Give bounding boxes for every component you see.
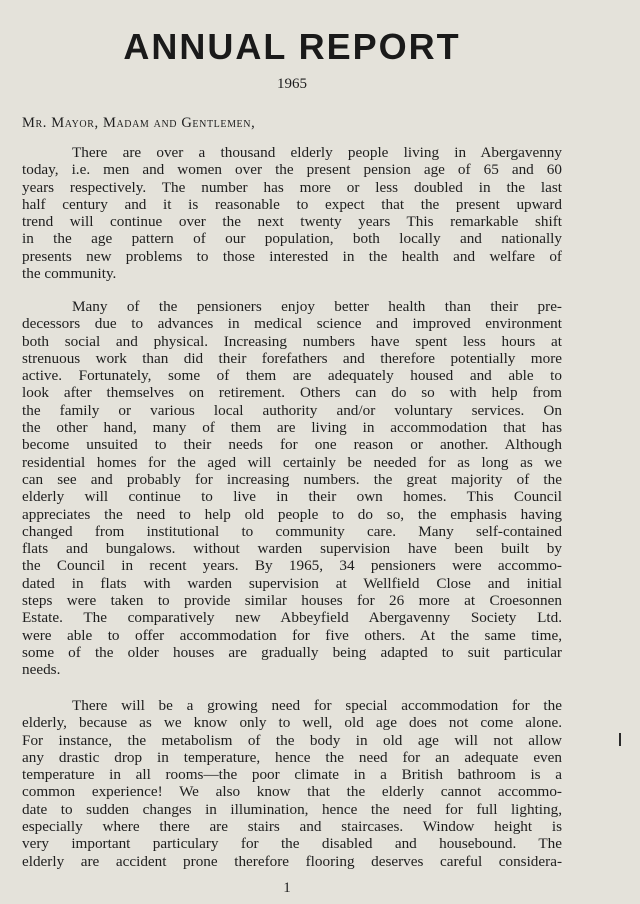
report-year: 1965 (277, 76, 307, 92)
text-line: elderly are accident prone therefore flooring deserves careful considera- (22, 852, 562, 870)
salutation: Mr. Mayor, Madam and Gentlemen, (22, 115, 256, 131)
text-line: today, i.e. men and women over the present pension age of 65 and 60 (22, 161, 562, 179)
text-line: the community. (22, 265, 117, 283)
text-line: date to sudden changes in illumination, hence the need for full lighting, (22, 800, 562, 818)
text-line: very important particulary for the disabled and housebound. The (22, 835, 562, 853)
text-line: dated in flats with warden supervision at Wellfield Close and initial (22, 574, 562, 592)
text-line: any drastic drop in temperature, hence the need for an adequate even (22, 748, 562, 766)
text-line: were able to offer accommodation for five others. At the same time, (22, 626, 562, 644)
text-line: the other hand, many of them are living in accommodation that has (22, 419, 562, 437)
text-line: changed from institutional to community care. Many self-contained (22, 522, 562, 540)
text-line: decessors due to advances in medical science and improved environment (22, 315, 562, 333)
paragraph-1 (22, 144, 562, 282)
text-line: strenuous work than did their forefathers and therefore potentially more (22, 349, 562, 367)
text-line: elderly will continue to live in their own homes. This Council (22, 488, 562, 506)
page-number: 1 (283, 880, 291, 896)
text-line: presents new problems to those interested in the health and welfare of (22, 247, 562, 265)
margin-mark (619, 733, 621, 746)
text-line: Many of the pensioners enjoy better health than their pre- (72, 298, 562, 315)
text-line: can see and probably for increasing numbers. the great majority of the (22, 470, 562, 488)
text-line: half century and it is reasonable to expect that the present upward (22, 195, 562, 213)
text-line: trend will continue over the next twenty years This remarkable shift (22, 213, 562, 231)
text-line: some of the older houses are gradually being adapted to suit particular (22, 643, 562, 661)
text-line: years respectively. The number has more or less doubled in the last (22, 178, 562, 196)
text-line: especially where there are stairs and staircases. Window height is (22, 818, 562, 836)
text-line: common experience! We also know that the elderly cannot accommo- (22, 783, 562, 801)
text-line: in the age pattern of our population, both locally and nationally (22, 230, 562, 248)
text-line: There are over a thousand elderly people living in Abergavenny (72, 144, 562, 161)
text-line: the family or various local authority and/or voluntary services. On (22, 401, 562, 419)
text-line: residential homes for the aged will certainly be needed for as long as we (22, 453, 562, 471)
text-line: look after themselves on retirement. Others can do so with help from (22, 384, 562, 402)
text-line: both social and physical. Increasing numbers have spent less hours at (22, 332, 562, 350)
report-title: ANNUAL REPORT (123, 26, 461, 67)
text-line: flats and bungalows. without warden supervision have been built by (22, 540, 562, 558)
text-line: appreciates the need to help old people to do so, the emphasis having (22, 505, 562, 523)
text-line: For instance, the metabolism of the body in old age will not allow (22, 731, 562, 749)
text-line: active. Fortunately, some of them are adequately housed and able to (22, 367, 562, 385)
text-line: steps were taken to provide similar houses for 26 more at Croesonnen (22, 592, 562, 610)
text-line: elderly, because as we know only to well, old age does not come alone. (22, 714, 562, 732)
paragraph-2 (22, 298, 562, 679)
text-line: the Council in recent years. By 1965, 34 pensioners were accommo- (22, 557, 562, 575)
text-line: needs. (22, 661, 61, 679)
paragraph-3 (22, 697, 562, 870)
text-line: temperature in all rooms—the poor climate in a British bathroom is a (22, 766, 562, 784)
text-line: There will be a growing need for special accommodation for the (72, 697, 562, 714)
text-line: Estate. The comparatively new Abbeyfield Abergavenny Society Ltd. (22, 609, 562, 627)
text-line: become unsuited to their needs for one reason or another. Although (22, 436, 562, 454)
